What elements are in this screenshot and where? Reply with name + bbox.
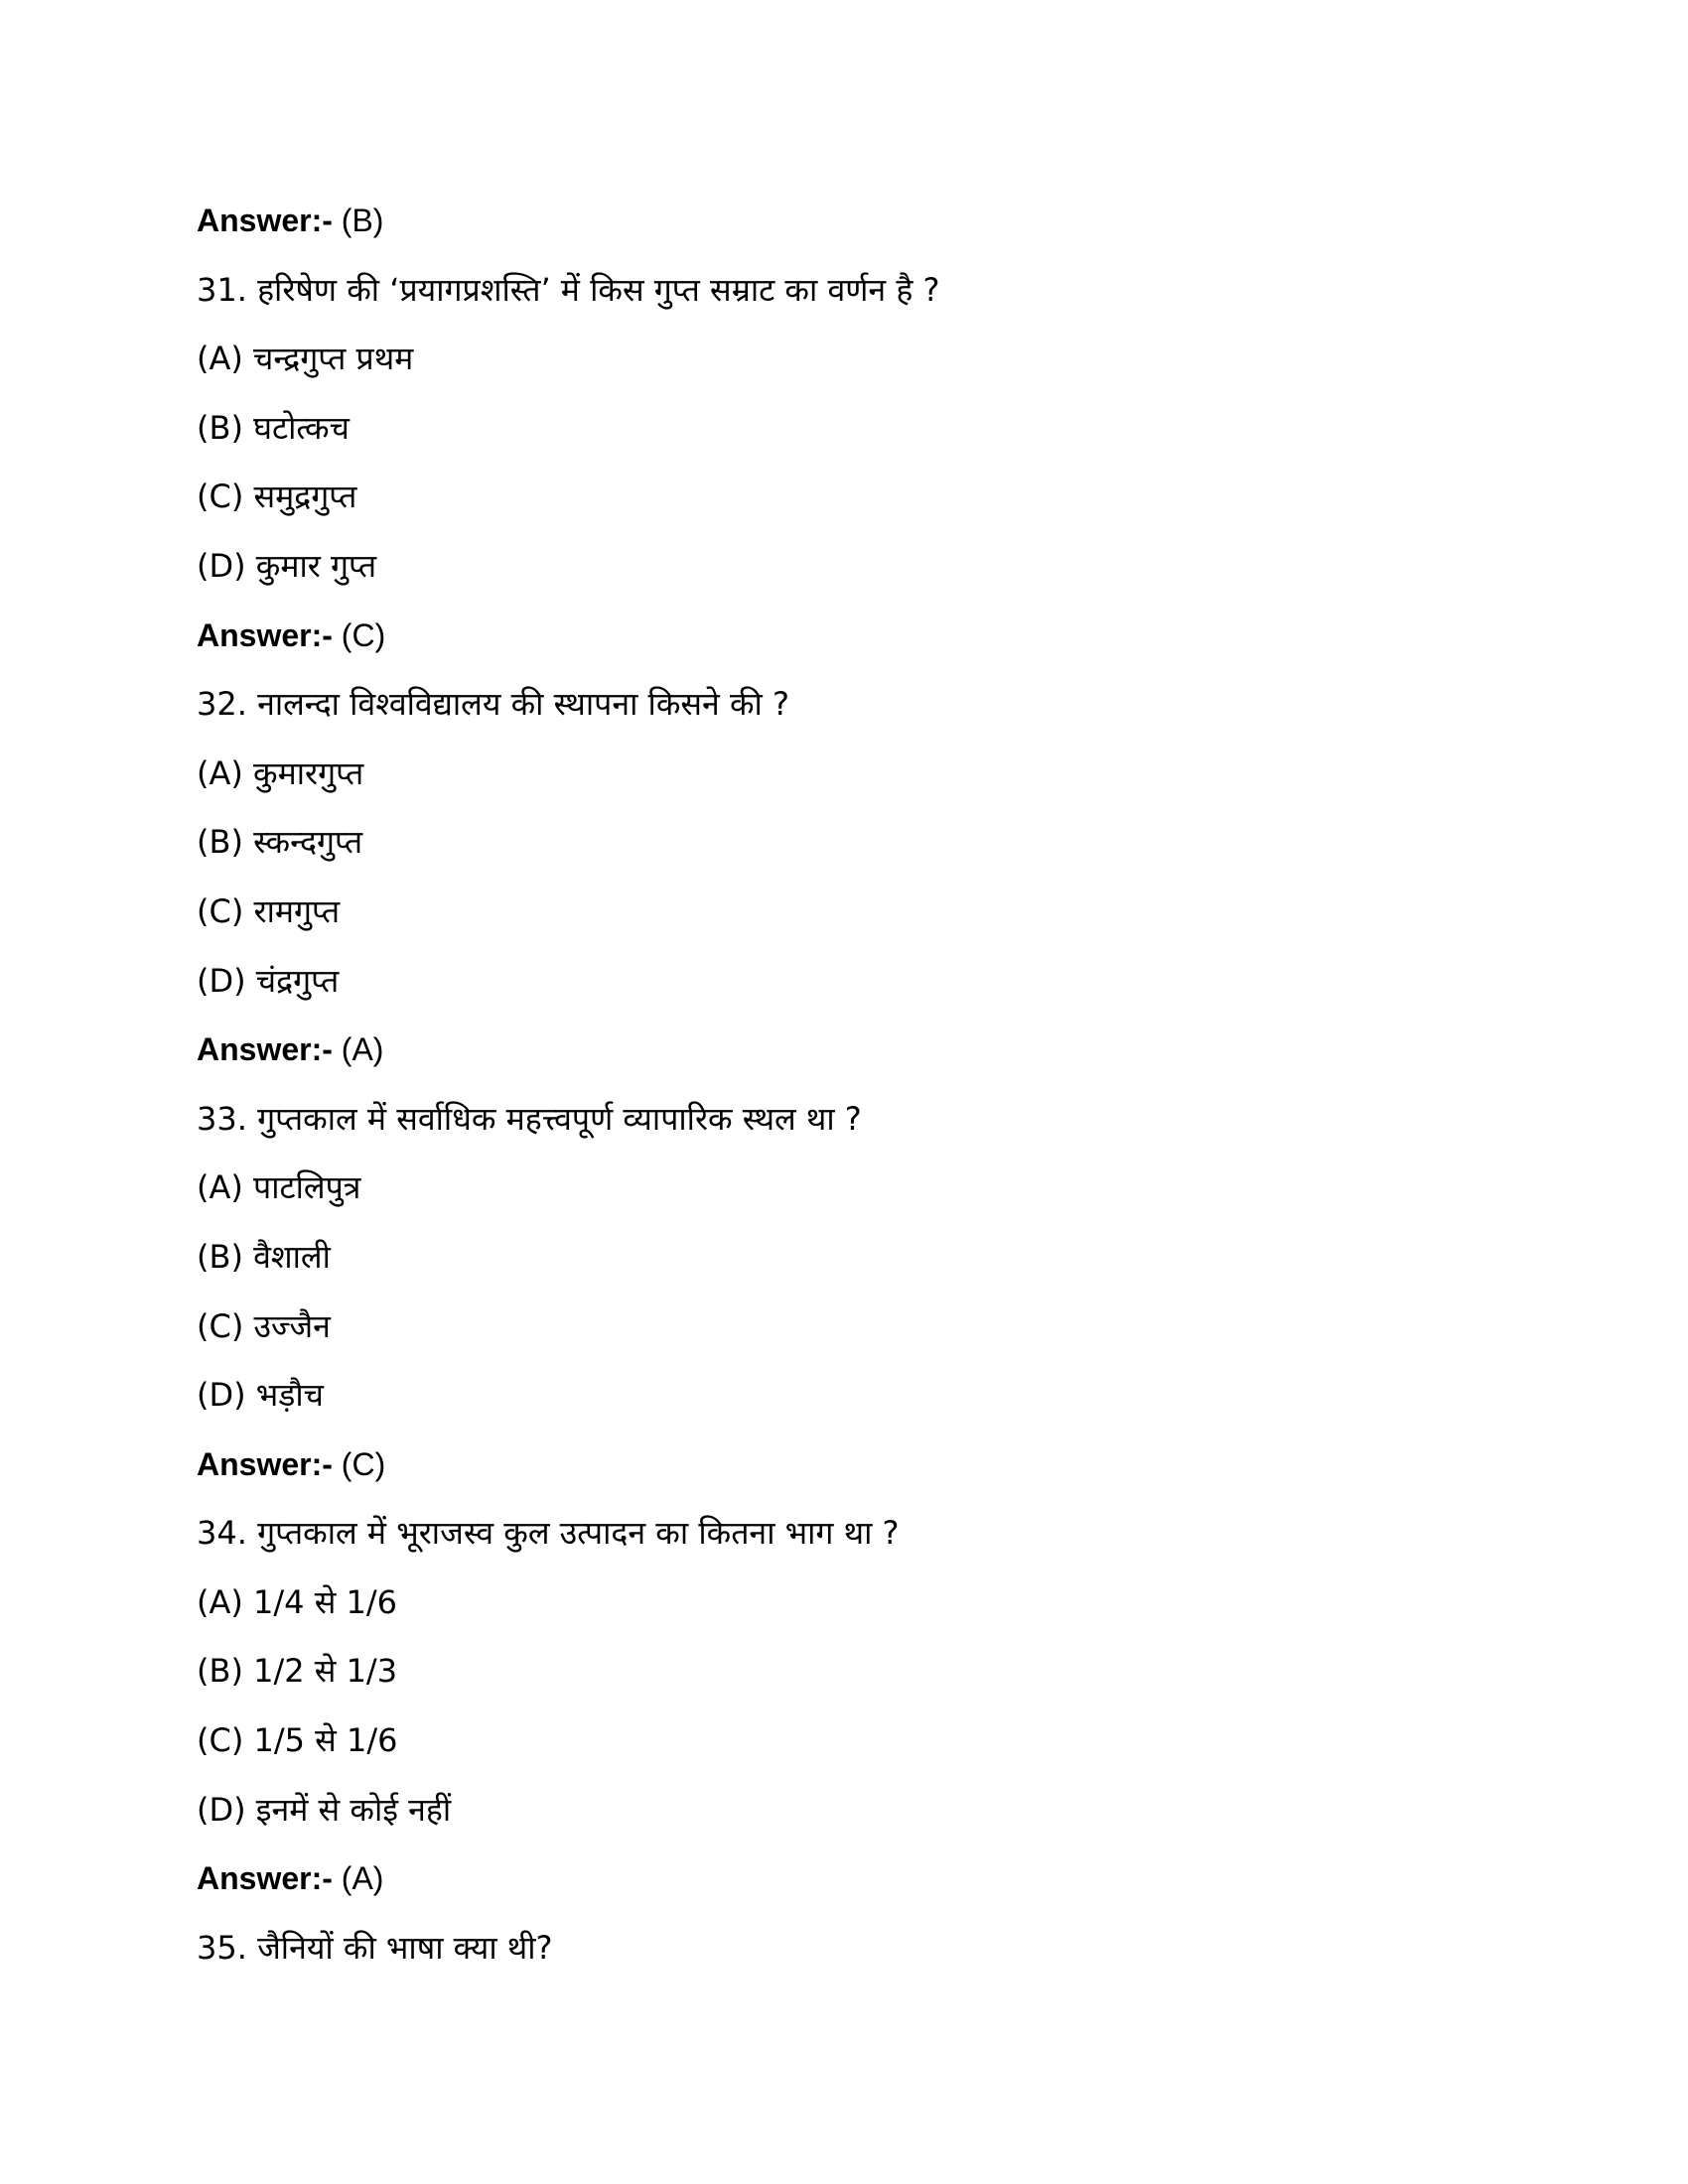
option-text: (B) वैशाली xyxy=(197,1237,331,1276)
answer-line xyxy=(197,1024,1487,1093)
question-text: 31. हरिषेण की ‘प्रयागप्रशस्ति’ में किस गुप्त सम्राट का वर्णन है ? xyxy=(197,270,940,309)
question-text: 33. गुप्तकाल में सर्वाधिक महत्त्वपूर्ण व्यापारिक स्थल था ? xyxy=(197,1099,862,1138)
answer-value: (C) xyxy=(332,616,386,653)
answer-label: Answer:- xyxy=(197,616,333,653)
question-text: 34. गुप्तकाल में भूराजस्व कुल उत्पादन का कितना भाग था ? xyxy=(197,1514,900,1553)
option-text: (C) उज्जैन xyxy=(197,1306,331,1345)
answer-line xyxy=(197,610,1487,679)
answer-line xyxy=(197,1438,1487,1508)
answer-label: Answer:- xyxy=(197,203,333,238)
answer-label: Answer:- xyxy=(197,1445,333,1482)
option-text: (A) चन्द्रगुप्त प्रथम xyxy=(197,340,414,378)
answer-label: Answer:- xyxy=(197,1031,333,1068)
answer-value: (A) xyxy=(332,1860,384,1897)
answer-value: (B) xyxy=(332,203,384,238)
option-text: (A) पाटलिपुत्र xyxy=(197,1168,361,1207)
option-text: (B) घटोत्कच xyxy=(197,408,350,447)
option-text: (C) 1/5 से 1/6 xyxy=(197,1721,398,1760)
answer-value: (A) xyxy=(332,1031,384,1068)
option-text: (A) 1/4 से 1/6 xyxy=(197,1582,398,1621)
option-text: (B) 1/2 से 1/3 xyxy=(197,1652,398,1691)
option-text: (D) चंद्रगुप्त xyxy=(197,961,340,1000)
option-text: (A) कुमारगुप्त xyxy=(197,753,364,792)
quiz-content xyxy=(197,195,1487,1990)
option-text: (B) स्कन्दगुप्त xyxy=(197,823,363,862)
question-text: 35. जैनियों की भाषा क्या थी? xyxy=(197,1928,553,1967)
question-text: 32. नालन्दा विश्वविद्यालय की स्थापना किसने की ? xyxy=(197,685,789,724)
answer-line xyxy=(197,1852,1487,1922)
option-text: (D) कुमार गुप्त xyxy=(197,546,377,585)
option-text: (C) रामगुप्त xyxy=(197,891,341,930)
option-text: (C) समुद्रगुप्त xyxy=(197,478,357,516)
answer-value: (C) xyxy=(332,1445,386,1482)
answer-line xyxy=(197,195,1487,264)
option-text: (D) भड़ौच xyxy=(197,1376,325,1415)
option-text: (D) इनमें से कोई नहीं xyxy=(197,1790,452,1829)
answer-label: Answer:- xyxy=(197,1860,333,1897)
